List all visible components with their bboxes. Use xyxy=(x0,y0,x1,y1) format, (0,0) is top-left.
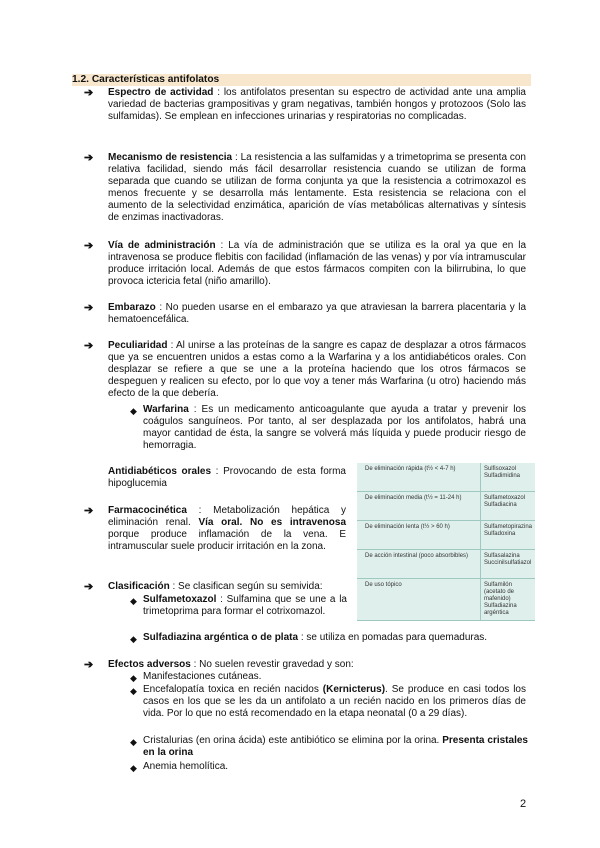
sulfonamide-classification-table xyxy=(357,463,535,621)
farmacocinetica-term: Farmacocinética xyxy=(108,505,187,516)
warfarina-term: Warfarina xyxy=(143,404,189,415)
efectos-text: : No suelen revestir gravedad y son: xyxy=(193,659,354,670)
table-cell-drugs: Sulfasalazina Succinilsulfatiazol xyxy=(480,550,535,579)
diamond-bullet-icon: ◆ xyxy=(130,406,137,416)
arrow-icon: ➔ xyxy=(84,505,94,517)
diamond-bullet-icon: ◆ xyxy=(130,596,137,606)
table-row xyxy=(357,550,535,579)
via-term: Vía de administración xyxy=(108,240,216,251)
mecanismo-term: Mecanismo de resistencia xyxy=(108,152,233,163)
warfarina-paragraph xyxy=(143,404,526,452)
espectro-paragraph xyxy=(108,87,526,123)
warfarina-text: : Es un medicamento anticoagulante que ayuda a tratar y prevenir los coágulos sanguíneos. Por tanto, al ser desplazada por los antifolatos, habrá una mayor cantidad de ésta, la sangre se volverá más líquida y puede producir riesgo de hemorragia. xyxy=(143,404,527,451)
table-cell-drugs: Sulfamilón (acetato de mafenido) Sulfadiazina argéntica xyxy=(480,579,535,621)
efectos-term: Efectos adversos xyxy=(108,659,191,670)
efecto-after: . Se produce en casi todos los casos en los que se les da un antifolato a un recién nacido en los primeros días de vida. Por lo que no está recomendado en la etapa neonatal (0 a 29 días). xyxy=(143,684,526,719)
table-cell-category: De eliminación rápida (t½ < 4-7 h) xyxy=(357,463,480,492)
efecto-text: Manifestaciones cutáneas. xyxy=(143,671,262,682)
efectos-paragraph xyxy=(108,659,526,671)
table-cell-drugs: Sulfametoxazol Sulfadiacina xyxy=(480,492,535,521)
farmacocinetica-paragraph xyxy=(108,505,346,553)
efecto-text: Encefalopatía toxica en recién nacidos xyxy=(143,684,319,695)
arrow-icon: ➔ xyxy=(84,302,94,314)
diamond-bullet-icon: ◆ xyxy=(130,763,137,773)
mecanismo-paragraph xyxy=(108,152,526,224)
table-cell-drugs: Sulfametopirazina Sulfadoxina xyxy=(480,521,535,550)
page-number: 2 xyxy=(520,798,527,810)
clasificacion-text: : Se clasifican según su semivida: xyxy=(172,581,323,592)
diamond-bullet-icon: ◆ xyxy=(130,686,137,696)
table-row xyxy=(357,492,535,521)
espectro-text: : los antifolatos presentan su espectro de actividad ante una amplia variedad de bacterias grampositivas y gram negativas, también hongos y protozoos (Solo las sulfamidas). Se emplean en infecciones urinarias y respiratorias no complicadas. xyxy=(108,87,526,122)
farmacocinetica-text2: porque produce inflamación de la vena. E intramuscular suele producir irritación en la zona. xyxy=(108,529,346,552)
sulfametoxazol-paragraph xyxy=(143,594,347,618)
via-paragraph xyxy=(108,240,526,288)
sulfametoxazol-text: : Sulfamina que se une a la trimetoprima para formar el cotrixomazol. xyxy=(143,594,347,617)
antidiabeticos-term: Antidiabéticos orales xyxy=(108,466,212,477)
mecanismo-text: : La resistencia a las sulfamidas y a trimetoprima se presenta con relativa facilidad, siendo más fácil desarrollar resistencia cuando se utilizan de forma separada que cuando se utilizan de forma conjunta ya que la resistencia a cotrimoxazol es menos frecuente y se desarrolla más lentamente. Esta resistencia se relaciona con el aumento de la selectividad enzimática, aparición de vías metabólicas alternativas y síntesis de enzimas inactivadoras. xyxy=(108,152,526,223)
espectro-term: Espectro de actividad xyxy=(108,87,214,98)
farmacocinetica-bold: Vía oral. No es intravenosa xyxy=(198,517,347,528)
sulfadiazina-paragraph xyxy=(143,632,543,644)
section-heading: 1.2. Características antifolatos xyxy=(72,74,531,86)
sulfadiazina-text: : se utiliza en pomadas para quemaduras. xyxy=(300,632,488,643)
arrow-icon: ➔ xyxy=(84,87,94,99)
diamond-bullet-icon: ◆ xyxy=(130,634,137,644)
arrow-icon: ➔ xyxy=(84,152,94,164)
diamond-bullet-icon: ◆ xyxy=(130,673,137,683)
table-row xyxy=(357,463,535,492)
table-row xyxy=(357,521,535,550)
embarazo-paragraph xyxy=(108,302,526,326)
table-cell-category: De acción intestinal (poco absorbibles) xyxy=(357,550,480,579)
arrow-icon: ➔ xyxy=(84,240,94,252)
clasificacion-term: Clasificación xyxy=(108,581,170,592)
efecto-item xyxy=(143,671,526,683)
antidiabeticos-paragraph xyxy=(108,466,346,490)
clasificacion-paragraph xyxy=(108,581,348,593)
peculiaridad-paragraph xyxy=(108,340,526,400)
table-cell-category: De eliminación lenta (t½ > 60 h) xyxy=(357,521,480,550)
via-text: : La vía de administración que se utiliza es la oral ya que en la intravenosa se produce flebitis con facilidad (inflamación de las venas) y por vía intramuscular produce irritación local. Además de que estos fármacos compiten con la bilirrubina, lo que provoca ictericia fetal (niño amarillo). xyxy=(108,240,526,287)
table-cell-drugs: Sulfisoxazol Sulfadimidina xyxy=(480,463,535,492)
embarazo-term: Embarazo xyxy=(108,302,156,313)
table-cell-category: De eliminación media (t½ = 11-24 h) xyxy=(357,492,480,521)
sulfadiazina-term: Sulfadiazina argéntica o de plata xyxy=(143,632,299,643)
arrow-icon: ➔ xyxy=(84,581,94,593)
embarazo-text: : No pueden usarse en el embarazo ya que atraviesan la barrera placentaria y la hematoencefálica. xyxy=(108,302,527,325)
efecto-text: Cristalurias (en orina ácida) este antibiótico se elimina por la orina. xyxy=(143,735,440,746)
antidiabeticos-text: : Provocando de esta forma hipoglucemia xyxy=(108,466,346,489)
efecto-bold: Presenta cristales en la orina xyxy=(143,735,528,758)
efecto-text: Anemia hemolítica. xyxy=(143,761,229,772)
sulfametoxazol-term: Sulfametoxazol xyxy=(143,594,217,605)
arrow-icon: ➔ xyxy=(84,340,94,352)
table-cell-category: De uso tópico xyxy=(357,579,480,621)
efecto-bold: (Kernicterus) xyxy=(322,684,386,695)
table-row xyxy=(357,579,535,621)
peculiaridad-text: : Al unirse a las proteínas de la sangre es capaz de desplazar a otros fármacos que ya se encuentren unidos a estas como a la Warfarina y a los antidiabéticos orales. Con desplazar se refiere a que se une a la proteína haciendo que los otros fármacos se despeguen y realicen su efecto, por lo que voy a tener más Warfarina (u otro) haciendo más efecto de la que debería. xyxy=(108,340,526,399)
efecto-item xyxy=(143,735,528,759)
efecto-item xyxy=(143,761,526,773)
farmacocinetica-text1: : Metabolización hepática y eliminación renal. xyxy=(108,505,347,528)
efecto-item xyxy=(143,684,526,720)
arrow-icon: ➔ xyxy=(84,659,94,671)
diamond-bullet-icon: ◆ xyxy=(130,737,137,747)
peculiaridad-term: Peculiaridad xyxy=(108,340,168,351)
